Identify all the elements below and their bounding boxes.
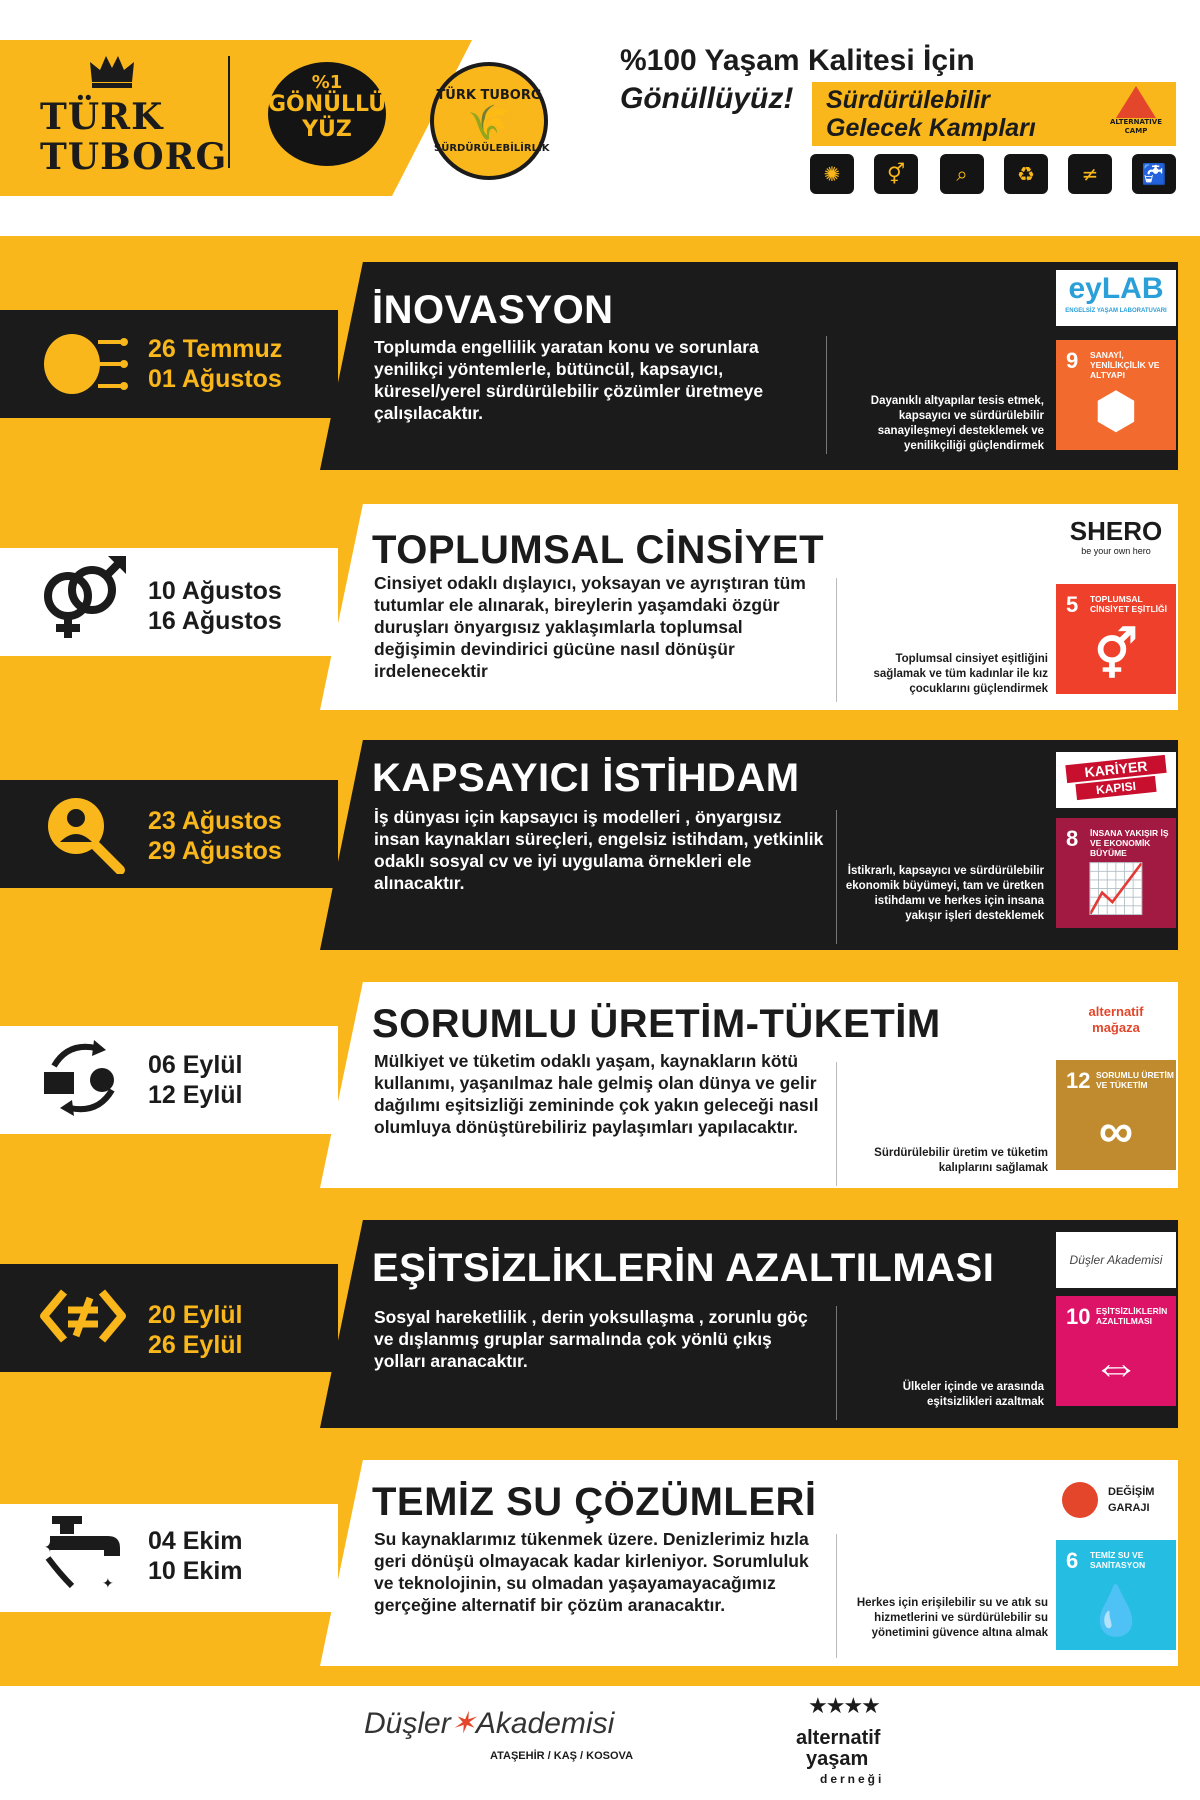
section-uretim-title: SORUMLU ÜRETİM-TÜKETİM [372,1002,941,1046]
wheat-icon: 🌾 [467,103,511,143]
gender-icon: ⚥ [874,154,918,194]
brand-line2: TUBORG [40,136,228,178]
sdg-label: EŞİTSİZLİKLERİN AZALTILMASI [1096,1306,1168,1326]
footer-dusler-word: Düşler [364,1707,451,1740]
not-equal-icon: ≠ [1068,154,1112,194]
section-esitsizlik-desc: Sosyal hareketlilik , derin yoksullaşma , zorunlu göç ve dışlanmış gruplar sarmalında çok yönlü çıkış yolları aranacaktır. [374,1307,808,1371]
cubes-icon: ⬢ [1095,385,1137,438]
partner-sub: be your own hero [1081,546,1151,556]
kariyer-kapisi-logo [1056,752,1176,808]
partner-name: alternatif [1088,1004,1144,1019]
sdg-label: SORUMLU ÜRETİM VE TÜKETİM [1096,1070,1174,1090]
camp-logo-text: ALTERNATIVE CAMP [1110,118,1162,135]
footer-dusler [364,1706,614,1741]
section-istihdam-desc: İş dünyası için kapsayıcı iş modelleri , önyargısız insan kaynakları süreçleri, engelsiz istihdam, yetkinlik odaklı sosyal cv ve iyi uygulama örnekleri ele alınacaktır. [374,807,824,893]
section-cinsiyet-date-end: 16 Ağustos [148,607,282,635]
svg-text:✦: ✦ [102,1576,114,1592]
section-esitsizlik-title: EŞİTSİZLİKLERİN AZALTILMASI [372,1246,995,1290]
footer-dernegi: derneği [820,1772,885,1786]
section-cinsiyet-date-start: 10 Ağustos [148,577,282,605]
footer-locations: ATAŞEHİR / KAŞ / KOSOVA [490,1750,634,1762]
gonullu-percent: %1 [311,72,343,93]
section-esitsizlik-date-end: 26 Eylül [148,1331,243,1359]
camp-tent-icon [1116,86,1156,118]
section-esitsizlik-sdg-text: Ülkeler içinde ve arasında eşitsizlikleri azaltmak [902,1381,1044,1408]
sdg-6-tile [1056,1540,1176,1650]
alternatif-magaza-logo [1056,996,1176,1052]
section-uretim-desc: Mülkiyet ve tüketim odaklı yaşam, kaynakların kötü kullanımı, yaşanılmaz hale gelmiş olan dünya ve gelir dağılımı eşitsizliği zemininde çok yakın geleceği nasıl olumluya dönüştürebiliriz paylaşımları yapılacaktır. [374,1051,819,1137]
partner-name: Düşler Akademisi [1069,1253,1163,1267]
shero-logo [1056,516,1176,572]
section-su-date-end: 10 Ekim [148,1557,243,1585]
partner-sub: KAPISI [1075,776,1156,800]
section-inovasyon-date-end: 01 Ağustos [148,365,282,393]
reduced-inequality-icon: ⇔ [1092,1341,1140,1394]
sdg-number: 9 [1066,348,1079,373]
section-divider [836,810,837,944]
search-person-icon [38,790,128,874]
sdg-5-tile [1056,584,1176,694]
section-su-desc: Su kaynaklarımız tükenmek üzere. Denizlerimiz hızla geri dönüşü olmayacak kadar kirleniyor. Sorumluluk ve teknolojinin, su olmadan yaşayamayacağımız gerçeğine alternatif bir çözüm aranacaktır. [374,1529,809,1615]
brain-icon: ✺ [810,154,854,194]
gender-equality-icon: ⚥ [1094,629,1138,682]
sdg-9-tile [1056,340,1176,450]
section-divider [836,578,837,702]
section-divider [836,1062,837,1186]
section-divider [836,1306,837,1420]
partner-name: eyLAB [1068,272,1164,305]
not-equal-icon [38,1274,128,1358]
footer-yasam: yaşam [806,1748,869,1770]
section-su-title: TEMİZ SU ÇÖZÜMLERİ [372,1480,817,1524]
starfish-icon: ✶ [450,1707,476,1740]
crown-icon [88,52,136,90]
search-person-icon: ⌕ [940,154,984,194]
section-uretim-date-start: 06 Eylül [148,1051,243,1079]
sdg-label: TEMİZ SU VE SANİTASYON [1090,1550,1146,1570]
water-glass-icon: 💧 [1086,1585,1146,1638]
infinity-icon: ∞ [1098,1105,1134,1158]
sdg-number: 12 [1066,1068,1091,1093]
section-divider [826,336,827,454]
sdg-number: 6 [1066,1548,1079,1573]
partner-sub: mağaza [1092,1020,1140,1035]
sdg-label: SANAYİ, YENİLİKÇİLİK VE ALTYAPI [1090,350,1160,380]
water-tap-icon [38,1512,128,1596]
camp-title-line1: Sürdürülebilir [826,86,990,114]
section-inovasyon-title: İNOVASYON [372,288,614,332]
consumption-icon: ♻ [1004,154,1048,194]
gonullu-yuz-logo [268,62,386,166]
section-cinsiyet-desc: Cinsiyet odaklı dışlayıcı, yoksayan ve ayrıştıran tüm tutumlar ele alınarak, bireylerin yaşamdaki özgür duruşları önyargısız yaklaşımlarla toplumsal değişimin devindirici gücüne nasıl dönüşür irdelenecektir [374,573,806,681]
gonullu-yuz: YÜZ [302,117,352,142]
footer-akademisi-word: Akademisi [475,1707,615,1740]
badge-bottom-text: SÜRDÜRÜLEBİLİRLİK [434,143,550,154]
growth-chart-icon: 📈 [1086,863,1146,916]
section-uretim-sdg-text: Sürdürülebilir üretim ve tüketim kalıplarını sağlamak [874,1147,1048,1174]
partner-name: DEĞİŞİM [1108,1486,1155,1498]
garaj-circle-icon [1062,1482,1098,1518]
header-title-line2: Gönüllüyüz! [620,82,794,115]
partner-sub: GARAJI [1108,1502,1150,1514]
sdg-label: TOPLUMSAL CİNSİYET EŞİTLİĞİ [1090,594,1167,614]
gender-symbols-icon [38,556,128,640]
sdg-number: 10 [1066,1304,1091,1329]
section-esitsizlik-date-start: 20 Eylül [148,1301,243,1329]
partner-sub: ENGELSİZ YAŞAM LABORATUVARI [1065,308,1167,314]
dusler-akademisi-partner-logo [1056,1232,1176,1288]
section-istihdam-date-start: 23 Ağustos [148,807,282,835]
section-cinsiyet-sdg-text: Toplumsal cinsiyet eşitliğini sağlamak ve tüm kadınlar ile kız çocuklarını güçlendirmek [873,653,1048,695]
brand-line1: TÜRK [40,96,164,138]
sdg-number: 8 [1066,826,1079,851]
gonullu-word: GÖNÜLLÜ [268,92,387,117]
degisim-garaji-logo [1056,1472,1176,1528]
section-istihdam-sdg-text: İstikrarlı, kapsayıcı ve sürdürülebilir ekonomik büyümeyi, tam ve üretken istihdamı ve herkes için insana yakışır işleri desteklemek [845,865,1044,922]
badge-top-text: TÜRK TUBORG [436,88,542,103]
section-inovasyon-date-start: 26 Temmuz [148,335,283,363]
surdurulebilirlik-badge [430,62,548,180]
section-istihdam-title: KAPSAYICI İSTİHDAM [372,756,800,800]
section-uretim-date-end: 12 Eylül [148,1081,243,1109]
section-inovasyon-sdg-text: Dayanıklı altyapılar tesis etmek, kapsayıcı ve sürdürülebilir sanayileşmeyi desteklemek ve yenilikçiliği güçlendirmek [870,395,1044,452]
footer-alternatif: alternatif [796,1727,881,1749]
alternative-camp-logo [1100,84,1172,144]
sdg-12-tile [1056,1060,1176,1170]
consumption-cycle-icon [38,1036,128,1120]
section-inovasyon-desc: Toplumda engellilik yaratan konu ve sorunlara yenilikçi yöntemlerle, bütüncül, kapsayıcı, küresel/yerel sürdürülebilir çözümler üretmeye çalışılacaktır. [374,337,764,423]
section-divider [836,1534,837,1658]
eylab-logo [1056,270,1176,326]
sdg-label: İNSANA YAKIŞIR İŞ VE EKONOMİK BÜYÜME [1090,828,1169,858]
section-su-sdg-text: Herkes için erişilebilir su ve atık su hizmetlerini ve sürdürülebilir su yönetimini güvence altına almak [856,1597,1048,1639]
section-su-date-start: 04 Ekim [148,1527,243,1555]
camp-title-line2: Gelecek Kampları [826,114,1036,142]
svg-text:✦: ✦ [44,1540,56,1556]
section-istihdam-date-end: 29 Ağustos [148,837,282,865]
brain-circuit-icon [38,322,128,406]
sdg-number: 5 [1066,592,1079,617]
partner-name: SHERO [1069,516,1163,546]
sdg-8-tile [1056,818,1176,928]
partner-name: KARİYER [1065,755,1166,783]
sdg-10-tile [1056,1296,1176,1406]
section-cinsiyet-title: TOPLUMSAL CİNSİYET [372,528,825,572]
header-divider [228,56,230,168]
stars-icon: ★★★★ [808,1694,879,1719]
water-tap-icon: 🚰 [1132,154,1176,194]
header-title-line1: %100 Yaşam Kalitesi İçin [620,44,975,77]
